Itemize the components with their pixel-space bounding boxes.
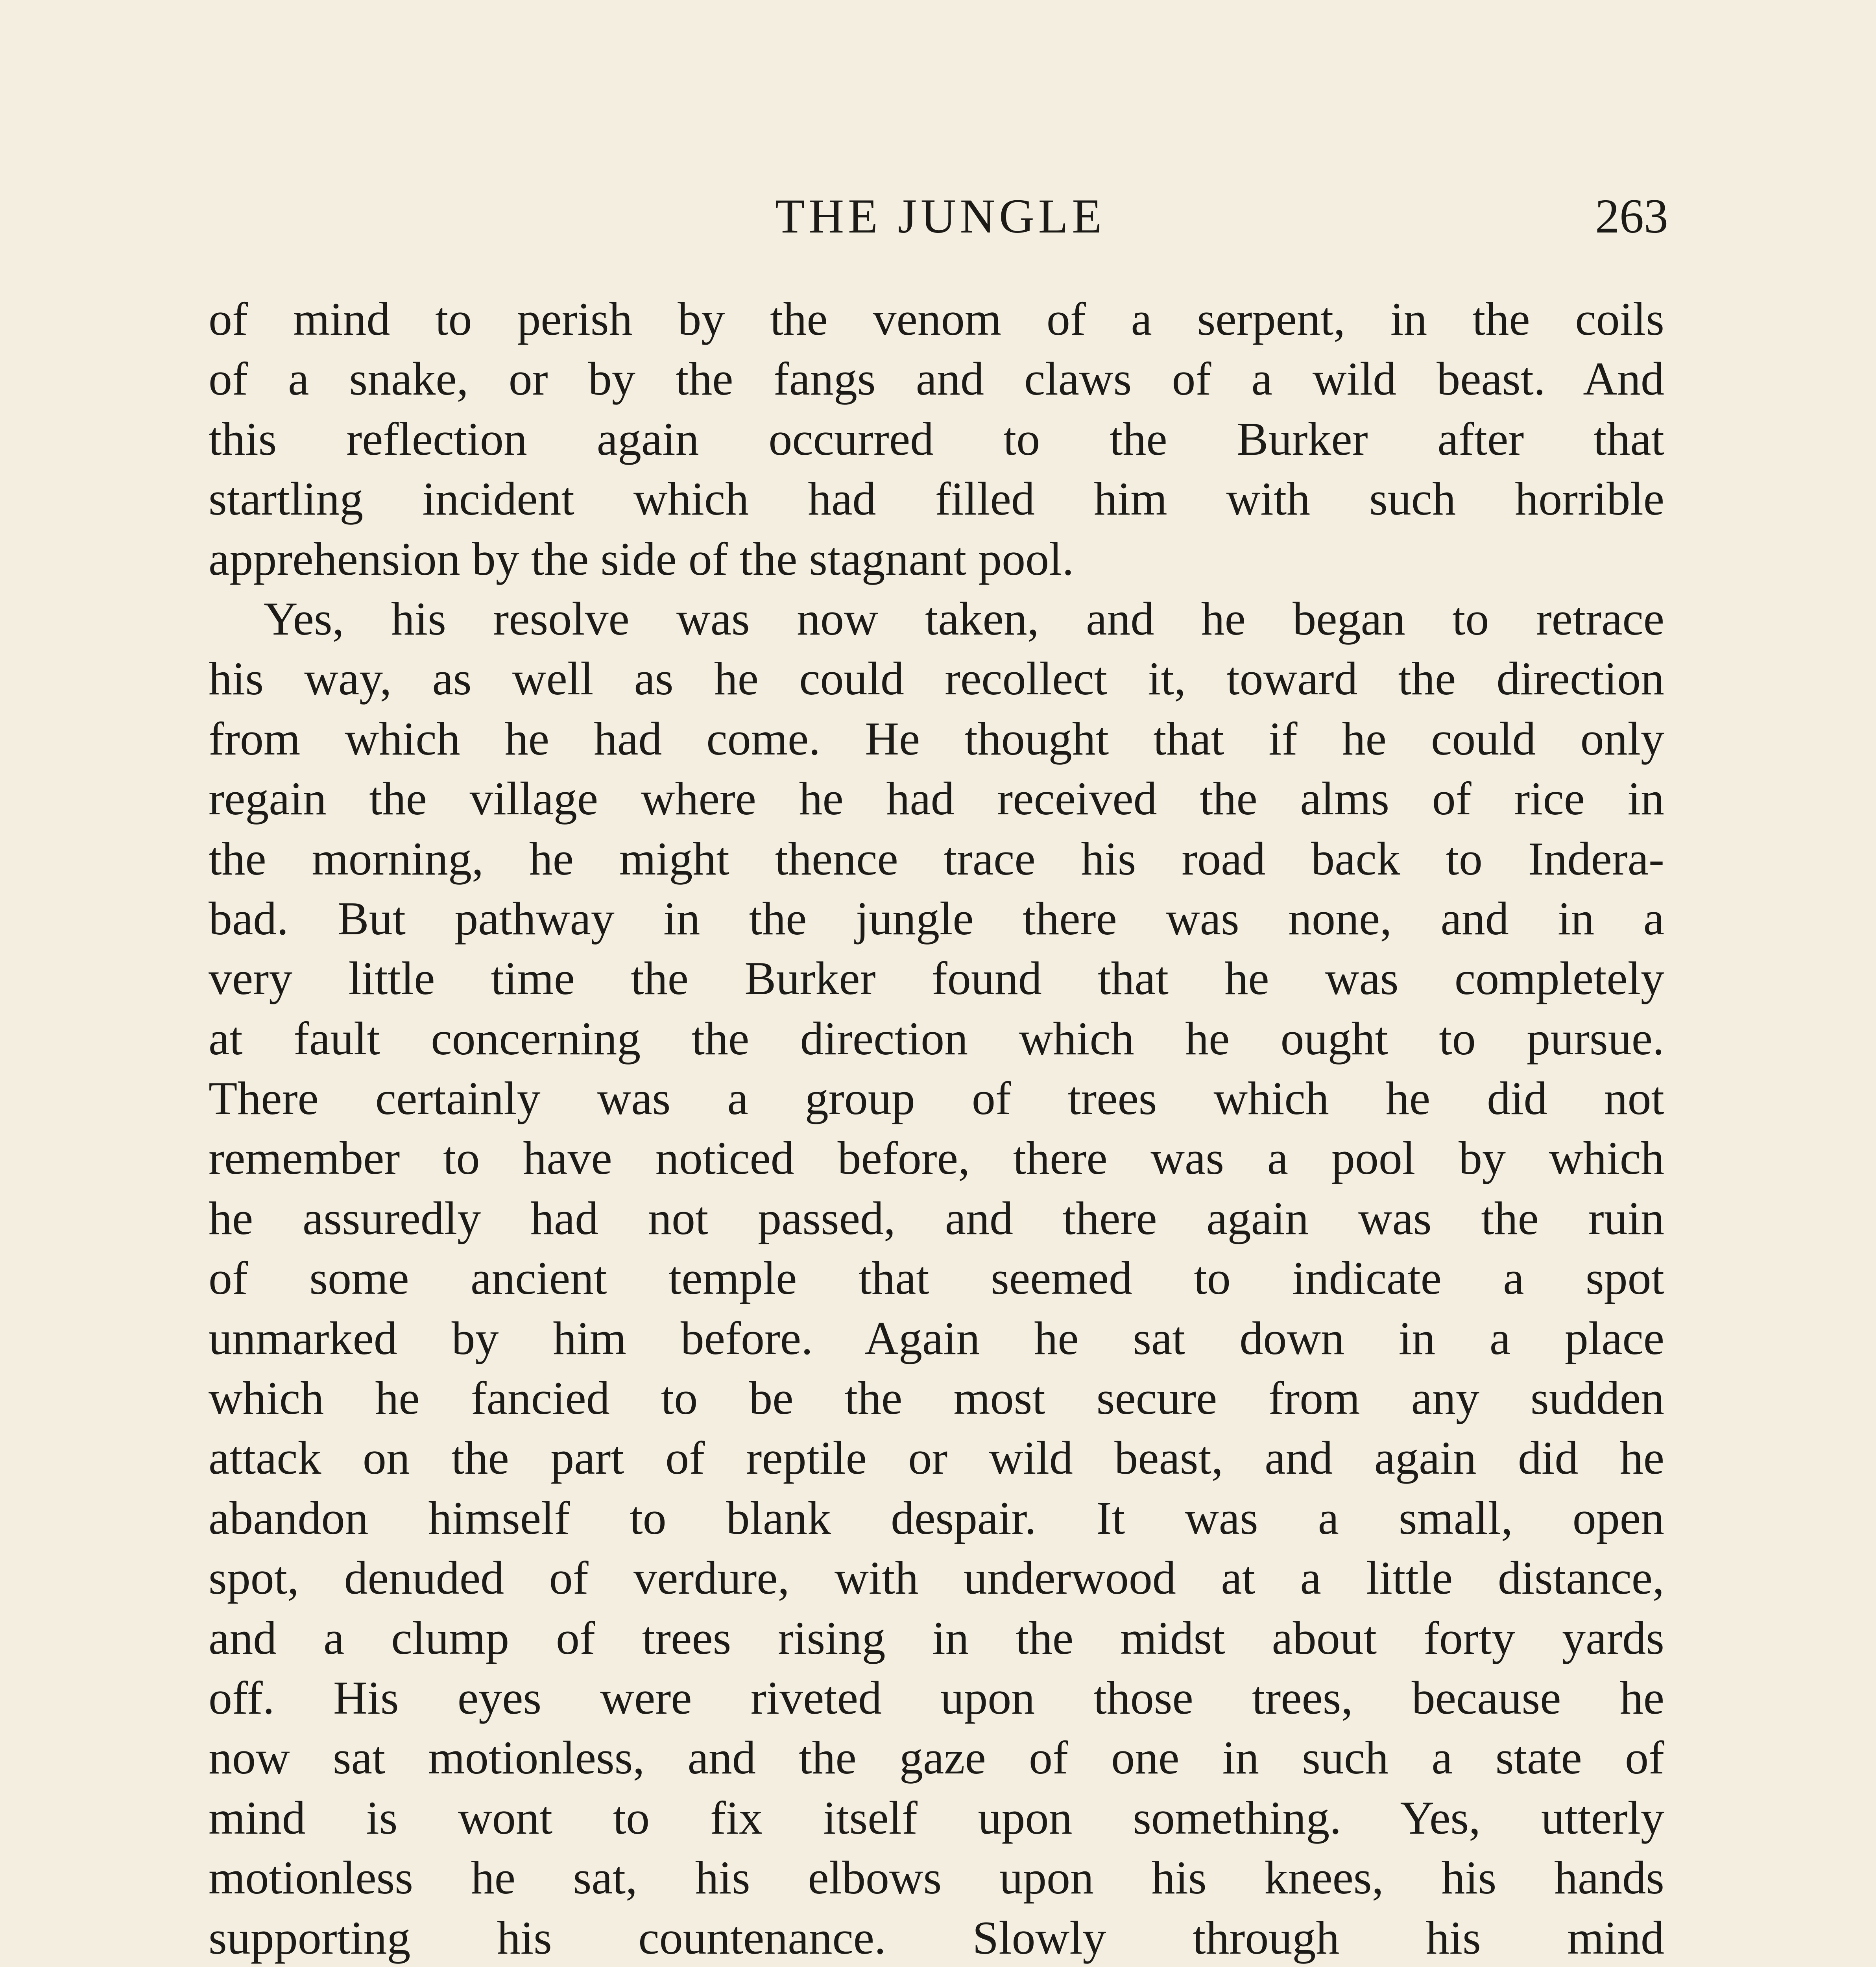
text-line: now sat motionless, and the gaze of one in such a state of (209, 1731, 1664, 1784)
text-line: supporting his countenance. Slowly through his mind (209, 1911, 1664, 1964)
text-line: off. His eyes were riveted upon those trees, because he (209, 1671, 1664, 1724)
text-line: abandon himself to blank despair. It was a small, open (209, 1491, 1664, 1544)
text-line: motionless he sat, his elbows upon his knees, his hands (209, 1851, 1664, 1904)
text-line: remember to have noticed before, there was a pool by which (209, 1132, 1664, 1185)
text-line: mind is wont to fix itself upon something. Yes, utterly (209, 1791, 1664, 1844)
text-line: of mind to perish by the venom of a serpent, in the coils (209, 293, 1664, 345)
paragraph (209, 289, 1664, 589)
text-line: spot, denuded of verdure, with underwood at a little distance, (209, 1552, 1664, 1604)
text-line: of some ancient temple that seemed to indicate a spot (209, 1252, 1664, 1305)
text-line: bad. But pathway in the jungle there was none, and in a (209, 892, 1664, 945)
text-line: which he fancied to be the most secure from any sudden (209, 1372, 1664, 1425)
text-line: the morning, he might thence trace his road back to Indera- (209, 832, 1664, 885)
text-line: apprehension by the side of the stagnant pool. (209, 532, 1074, 585)
page-number: 263 (1595, 189, 1668, 243)
text-line: There certainly was a group of trees which he did not (209, 1072, 1664, 1125)
page-header (212, 185, 1668, 264)
text-line: regain the village where he had received the alms of rice in (209, 772, 1664, 825)
text-line: very little time the Burker found that he was completely (209, 952, 1664, 1005)
paragraph (209, 589, 1664, 1967)
body-text (209, 289, 1664, 1967)
text-line: at fault concerning the direction which he ought to pursue. (209, 1012, 1664, 1065)
text-line: his way, as well as he could recollect it, toward the direction (209, 652, 1664, 705)
text-line: and a clump of trees rising in the midst about forty yards (209, 1611, 1664, 1664)
text-line: this reflection again occurred to the Burker after that (209, 412, 1664, 465)
text-line: from which he had come. He thought that if he could only (209, 712, 1664, 765)
text-line: of a snake, or by the fangs and claws of a wild beast. And (209, 352, 1664, 405)
text-line: he assuredly had not passed, and there again was the ruin (209, 1192, 1664, 1244)
text-line: attack on the part of reptile or wild beast, and again did he (209, 1432, 1664, 1484)
text-line: unmarked by him before. Again he sat down in a place (209, 1312, 1664, 1364)
text-line: Yes, his resolve was now taken, and he began to retrace (264, 592, 1664, 645)
running-head: THE JUNGLE (775, 189, 1106, 243)
text-line: startling incident which had filled him with such horrible (209, 472, 1664, 525)
